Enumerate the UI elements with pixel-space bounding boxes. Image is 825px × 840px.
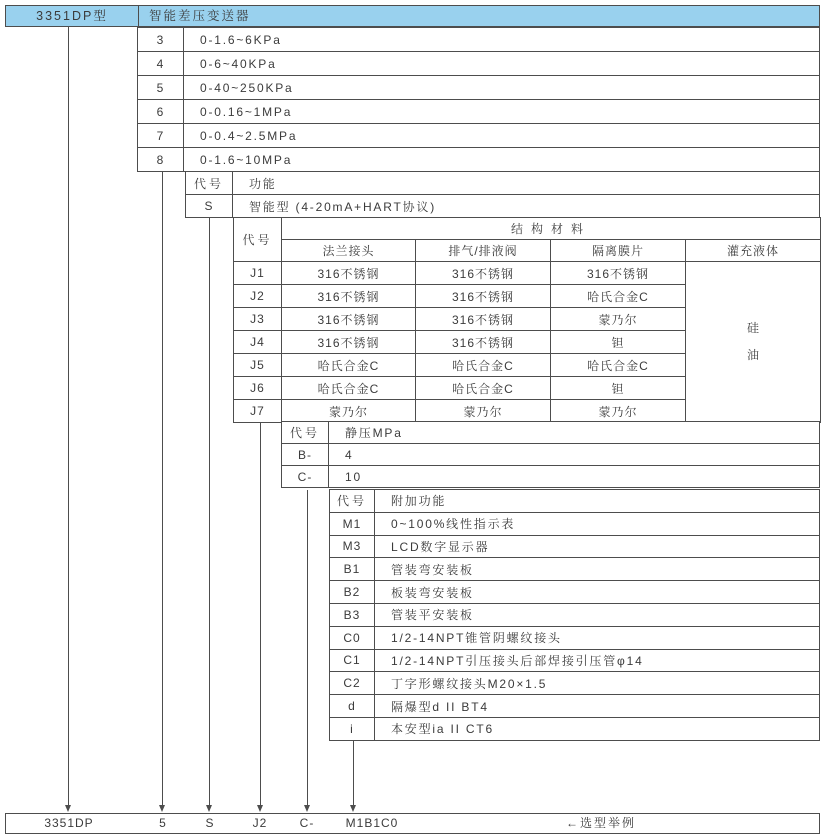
flange-material: 316不锈钢 <box>282 262 416 285</box>
connector-line-range <box>162 172 163 805</box>
diaphragm-material: 钽 <box>551 331 686 354</box>
model-cell: 3351DP型 <box>6 6 139 26</box>
example-model: 3351DP <box>44 816 94 830</box>
example-function-code: S <box>205 816 215 830</box>
range-value: 0-0.4~2.5MPa <box>184 124 820 148</box>
diaphragm-material: 蒙乃尔 <box>551 400 686 423</box>
flange-material: 哈氏合金C <box>282 354 416 377</box>
flange-material: 蒙乃尔 <box>282 400 416 423</box>
table-row <box>138 28 820 52</box>
function-code: S <box>186 195 233 218</box>
arrow-down-icon <box>159 805 165 812</box>
additional-code: M3 <box>330 535 375 558</box>
table-row <box>330 512 820 535</box>
connector-line-material <box>260 423 261 805</box>
table-row <box>330 672 820 695</box>
flange-material: 316不锈钢 <box>282 285 416 308</box>
additional-value: 隔爆型d II BT4 <box>375 695 820 718</box>
additional-code: M1 <box>330 512 375 535</box>
table-row <box>330 603 820 626</box>
table-row <box>282 466 820 488</box>
materials-table <box>233 217 821 423</box>
col-header-vent: 排气/排液阀 <box>416 240 551 262</box>
material-code: J1 <box>234 262 282 285</box>
table-row <box>138 52 820 76</box>
static-pressure-table <box>281 421 820 488</box>
table-row <box>234 240 821 262</box>
table-row <box>282 422 820 444</box>
range-code: 3 <box>138 28 184 52</box>
arrow-down-icon <box>304 805 310 812</box>
arrow-down-icon <box>206 805 212 812</box>
additional-value: 1/2-14NPT锥管阴螺纹接头 <box>375 626 820 649</box>
connector-line-model <box>68 27 69 805</box>
diaphragm-material: 钽 <box>551 377 686 400</box>
additional-value: 板装弯安装板 <box>375 581 820 604</box>
range-code: 8 <box>138 148 184 172</box>
table-row <box>330 626 820 649</box>
flange-material: 316不锈钢 <box>282 308 416 331</box>
function-header: 功能 <box>233 172 820 195</box>
additional-code: C0 <box>330 626 375 649</box>
example-static-code: C- <box>299 816 315 830</box>
diaphragm-material: 哈氏合金C <box>551 285 686 308</box>
additional-code: C2 <box>330 672 375 695</box>
table-row <box>282 444 820 466</box>
range-value: 0-0.16~1MPa <box>184 100 820 124</box>
title-bar <box>5 5 820 27</box>
table-row <box>330 535 820 558</box>
range-value: 0-1.6~10MPa <box>184 148 820 172</box>
vent-material: 316不锈钢 <box>416 262 551 285</box>
materials-group-header: 结构材料 <box>282 218 821 240</box>
table-row <box>330 695 820 718</box>
table-row <box>138 76 820 100</box>
fill-fluid-cell <box>686 262 821 423</box>
diaphragm-material: 蒙乃尔 <box>551 308 686 331</box>
additional-code: B2 <box>330 581 375 604</box>
additional-value: 管装平安装板 <box>375 603 820 626</box>
range-code: 5 <box>138 76 184 100</box>
material-code: J6 <box>234 377 282 400</box>
diaphragm-material: 316不锈钢 <box>551 262 686 285</box>
additional-code: i <box>330 717 375 740</box>
range-table <box>137 27 820 172</box>
additional-value: 本安型ia II CT6 <box>375 717 820 740</box>
arrow-down-icon <box>350 805 356 812</box>
table-row <box>138 148 820 172</box>
vent-material: 316不锈钢 <box>416 308 551 331</box>
vent-material: 哈氏合金C <box>416 354 551 377</box>
material-code: J5 <box>234 354 282 377</box>
range-code: 4 <box>138 52 184 76</box>
example-range-code: 5 <box>159 816 167 830</box>
function-value: 智能型 (4-20mA+HART协议) <box>233 195 820 218</box>
code-header: 代号 <box>186 172 233 195</box>
connector-line-additional <box>353 740 354 805</box>
col-header-flange: 法兰接头 <box>282 240 416 262</box>
additional-code: C1 <box>330 649 375 672</box>
product-name-cell: 智能差压变送器 <box>149 9 251 23</box>
arrow-down-icon <box>65 805 71 812</box>
vent-material: 316不锈钢 <box>416 331 551 354</box>
vent-material: 哈氏合金C <box>416 377 551 400</box>
additional-code: B3 <box>330 603 375 626</box>
additional-value: 1/2-14NPT引压接头后部焊接引压管φ14 <box>375 649 820 672</box>
static-code: B- <box>282 444 329 466</box>
arrow-down-icon <box>257 805 263 812</box>
code-header: 代号 <box>234 218 282 262</box>
fill-fluid-line: 油 <box>747 348 760 362</box>
flange-material: 316不锈钢 <box>282 331 416 354</box>
table-row <box>138 100 820 124</box>
additional-value: 管装弯安装板 <box>375 558 820 581</box>
range-value: 0-6~40KPa <box>184 52 820 76</box>
example-note: ←选型举例 <box>565 816 637 830</box>
static-pressure-header: 静压MPa <box>329 422 820 444</box>
table-row <box>330 581 820 604</box>
vent-material: 蒙乃尔 <box>416 400 551 423</box>
table-row <box>186 172 820 195</box>
table-row <box>330 558 820 581</box>
example-material-code: J2 <box>252 816 268 830</box>
vent-material: 316不锈钢 <box>416 285 551 308</box>
material-code: J3 <box>234 308 282 331</box>
additional-code: B1 <box>330 558 375 581</box>
connector-line-static <box>307 490 308 805</box>
additional-header: 附加功能 <box>375 490 820 513</box>
table-row <box>138 124 820 148</box>
range-code: 6 <box>138 100 184 124</box>
additional-code: d <box>330 695 375 718</box>
diaphragm-material: 哈氏合金C <box>551 354 686 377</box>
additional-value: 丁字形螺纹接头M20×1.5 <box>375 672 820 695</box>
table-row <box>234 218 821 240</box>
col-header-fill-fluid: 灌充液体 <box>686 240 821 262</box>
table-row <box>186 195 820 218</box>
range-value: 0-40~250KPa <box>184 76 820 100</box>
function-table <box>185 171 820 218</box>
static-value: 10 <box>329 466 820 488</box>
additional-value: LCD数字显示器 <box>375 535 820 558</box>
example-additional-code: M1B1C0 <box>345 816 399 830</box>
table-row <box>330 717 820 740</box>
additional-value: 0~100%线性指示表 <box>375 512 820 535</box>
fill-fluid-line: 硅 <box>747 321 760 335</box>
static-code: C- <box>282 466 329 488</box>
flange-material: 哈氏合金C <box>282 377 416 400</box>
connector-line-function <box>209 218 210 805</box>
code-header: 代号 <box>282 422 329 444</box>
material-code: J2 <box>234 285 282 308</box>
additional-functions-table <box>329 489 820 741</box>
material-code: J4 <box>234 331 282 354</box>
static-value: 4 <box>329 444 820 466</box>
table-row <box>330 649 820 672</box>
code-header: 代号 <box>330 490 375 513</box>
table-row <box>234 262 821 285</box>
range-code: 7 <box>138 124 184 148</box>
example-row <box>5 813 820 834</box>
range-value: 0-1.6~6KPa <box>184 28 820 52</box>
col-header-diaphragm: 隔离膜片 <box>551 240 686 262</box>
table-row <box>330 490 820 513</box>
material-code: J7 <box>234 400 282 423</box>
